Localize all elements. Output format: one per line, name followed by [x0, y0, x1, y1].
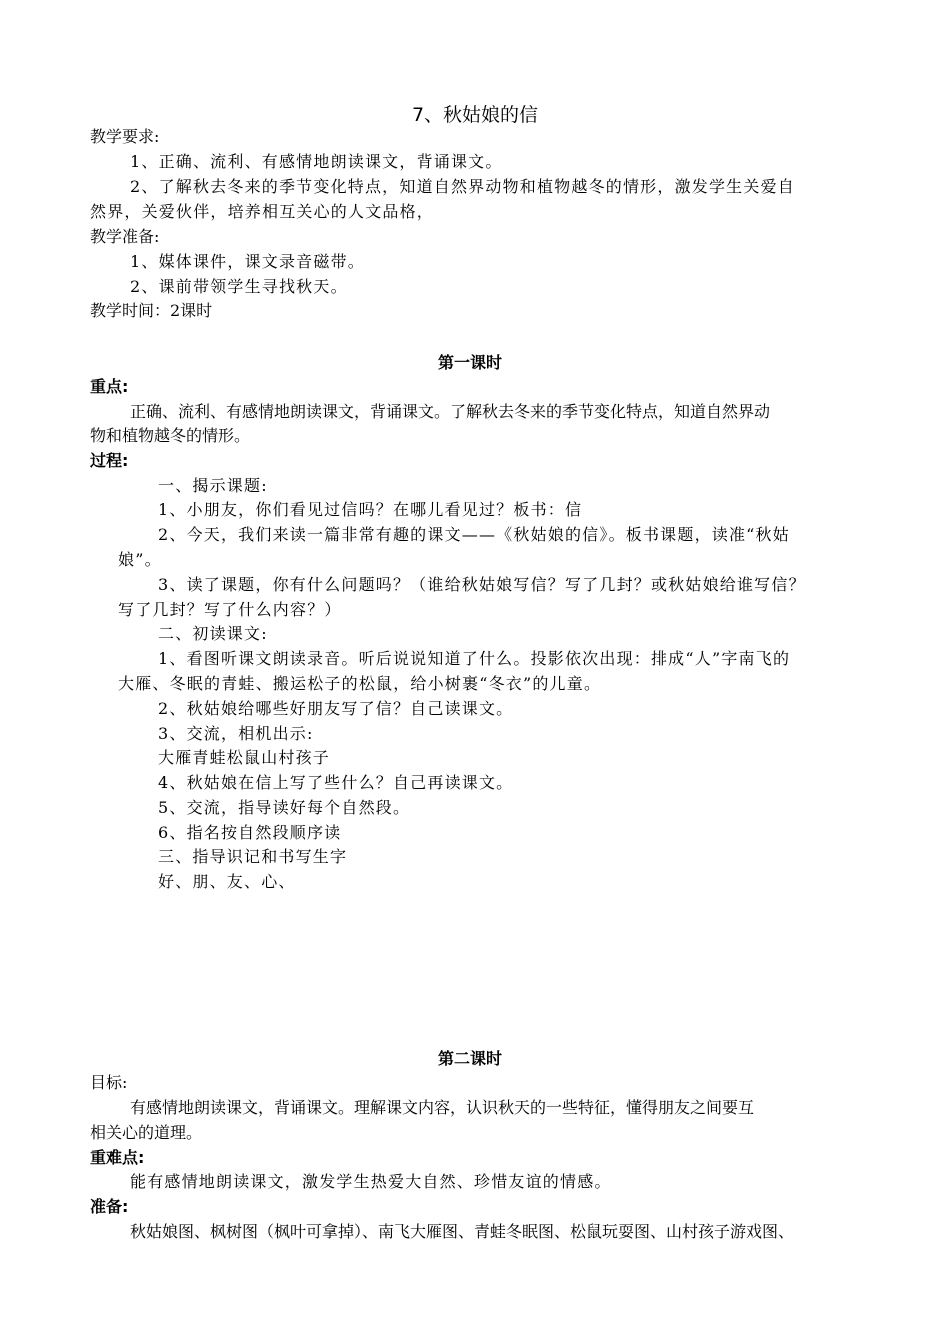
lesson-1-heading: 第一课时 — [437, 353, 502, 372]
requirement-2-line-1: 2、了解秋去冬来的季节变化特点，知道自然界动物和植物越冬的情形，激发学生关爱自 — [130, 177, 795, 196]
process-item-1: 1、小朋友，你们看见过信吗？在哪儿看见过？板书：信 — [158, 500, 583, 519]
key-points-label: 重点: — [90, 377, 129, 396]
process-item-6: 3、交流，相机出示: — [158, 724, 314, 743]
teaching-prep-label: 教学准备: — [90, 227, 160, 246]
key-points-line-2: 物和植物越冬的情形。 — [90, 426, 251, 445]
requirement-1: 1、正确、流利、有感情地朗读课文，背诵课文。 — [130, 152, 503, 171]
process-item-2-line-1: 2、今天，我们来读一篇非常有趣的课文——《秋姑娘的信》。板书课题，读准“秋姑 — [158, 525, 790, 544]
process-item-3-line-1: 3、读了课题，你有什么问题吗？（谁给秋姑娘写信？写了几封？或秋姑娘给谁写信？ — [158, 575, 806, 594]
goal-label: 目标: — [90, 1073, 128, 1092]
process-step-2: 二、初读课文: — [158, 624, 268, 643]
difficulty-label: 重难点: — [90, 1148, 145, 1167]
teaching-time: 教学时间：2课时 — [90, 301, 213, 320]
process-item-5: 2、秋姑娘给哪些好朋友写了信？自己读课文。 — [158, 699, 514, 718]
process-item-4-line-2: 大雁、冬眠的青蛙、搬运松子的松鼠，给小树裹“冬衣”的儿童。 — [118, 674, 602, 693]
goal-line-2: 相关心的道理。 — [90, 1123, 203, 1142]
key-points-line-1: 正确、流利、有感情地朗读课文，背诵课文。了解秋去冬来的季节变化特点，知道自然界动 — [130, 402, 771, 421]
prep-1: 1、媒体课件，课文录音磁带。 — [130, 252, 365, 271]
teaching-requirements-label: 教学要求: — [90, 127, 160, 146]
prep-label: 准备: — [90, 1197, 129, 1216]
process-item-2-line-2: 娘”。 — [118, 550, 162, 569]
process-item-6-list: 大雁青蛙松鼠山村孩子 — [158, 748, 331, 767]
lesson-2-heading: 第二课时 — [437, 1049, 502, 1068]
process-label: 过程: — [90, 451, 129, 470]
process-item-7: 4、秋姑娘在信上写了些什么？自己再读课文。 — [158, 773, 514, 792]
difficulty-text: 能有感情地朗读课文，激发学生热爱大自然、珍惜友谊的情感。 — [130, 1172, 612, 1191]
process-item-4-line-1: 1、看图听课文朗读录音。听后说说知道了什么。投影依次出现：排成“人”字南飞的 — [158, 649, 791, 668]
requirement-2-line-2: 然界，关爱伙伴，培养相互关心的人文品格， — [90, 202, 435, 221]
goal-line-1: 有感情地朗读课文，背诵课文。理解课文内容，认识秋天的一些特征，懂得朋友之间要互 — [130, 1098, 755, 1117]
process-step-1: 一、揭示课题: — [158, 476, 268, 495]
prep-text: 秋姑娘图、枫树图（枫叶可拿掉）、南飞大雁图、青蛙冬眠图、松鼠玩耍图、山村孩子游戏图、 — [130, 1222, 795, 1241]
process-item-9: 6、指名按自然段顺序读 — [158, 823, 342, 842]
process-characters: 好、朋、友、心、 — [158, 872, 296, 891]
process-step-3: 三、指导识记和书写生字 — [158, 847, 348, 866]
document-title: 7、秋姑娘的信 — [411, 104, 539, 126]
prep-2: 2、课前带领学生寻找秋天。 — [130, 277, 348, 296]
process-item-8: 5、交流，指导读好每个自然段。 — [158, 798, 411, 817]
process-item-3-line-2: 写了几封？写了什么内容？） — [118, 600, 342, 619]
